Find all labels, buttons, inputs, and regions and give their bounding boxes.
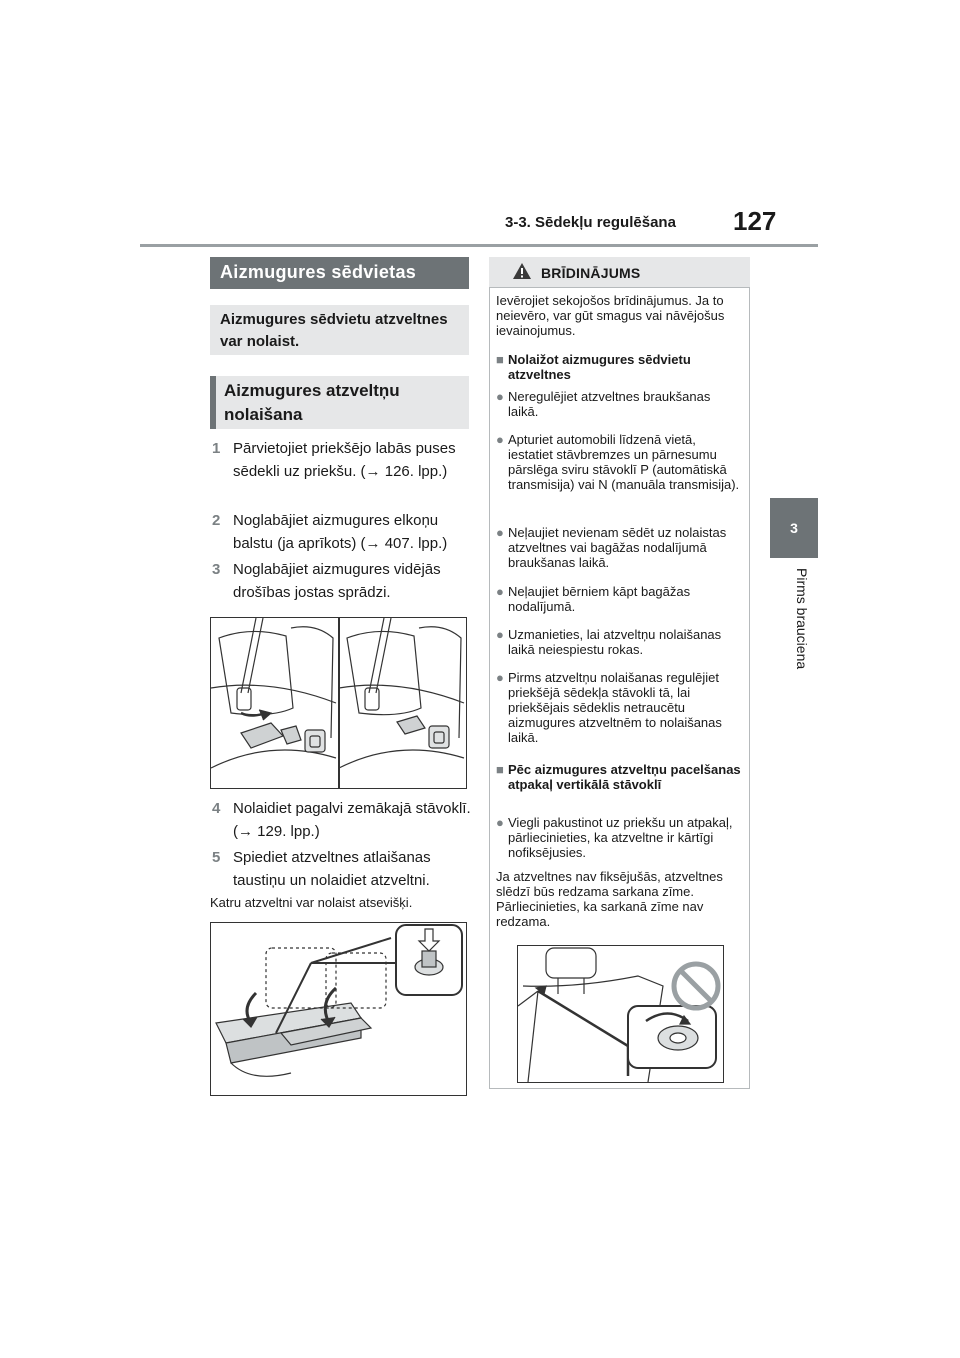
warning-item: ● Apturiet automobili līdzenā vietā, iestatiet stāvbremzes un pārnesumu pārslēga sviru stāvoklī P (automātiskā transmisija) vai N (manuāla transmisija). xyxy=(496,432,740,492)
chapter-label: Pirms brauciena xyxy=(794,568,810,670)
step-text: Pārvietojiet priekšējo labās puses sēdekli uz priekšu. (→ 126. lpp.) xyxy=(233,440,456,480)
warning-item: ● Uzmanieties, lai atzveltņu nolaišanas laikā neiespiestu rokas. xyxy=(496,627,722,657)
header-divider xyxy=(140,244,818,247)
step-2 xyxy=(212,509,474,555)
fold-illustration xyxy=(211,923,466,1095)
step-text: Spiediet atzveltnes atlaišanas taustiņu un nolaidiet atzveltni. xyxy=(233,849,431,889)
warning-outro xyxy=(496,869,744,929)
square-bullet-icon: ■ xyxy=(496,762,504,777)
step-5 xyxy=(212,846,474,892)
warning-item: ● Neļaujiet bērniem kāpt bagāžas nodalījumā. xyxy=(496,584,691,614)
dot-bullet-icon: ● xyxy=(496,432,504,447)
step-number: 1 xyxy=(212,440,221,457)
warning-triangle-icon xyxy=(512,262,532,280)
warning-item: ● Pirms atzveltņu nolaišanas regulējiet priekšējā sēdekļa stāvokli tā, lai priekšējais sēdeklis netraucētu aizmugures atzveltnēm to nolaišanas laikā. xyxy=(496,670,722,745)
step-number: 2 xyxy=(212,512,221,529)
subsection-heading: Aizmugures atzveltņu nolaišana xyxy=(210,376,469,429)
dot-bullet-icon: ● xyxy=(496,815,504,830)
step-3 xyxy=(212,558,474,604)
warning-intro xyxy=(496,293,744,338)
note-text: Katru atzveltni var nolaist atsevišķi. xyxy=(210,895,413,910)
step-4 xyxy=(212,797,474,843)
dot-bullet-icon: ● xyxy=(496,627,504,642)
step-text: Noglabājiet aizmugures vidējās drošības jostas sprādzi. xyxy=(233,561,441,601)
dot-bullet-icon: ● xyxy=(496,584,504,599)
figure-fold-seatbacks xyxy=(210,922,467,1096)
figure-lock-indicator xyxy=(517,945,724,1083)
warning-item: ● Neregulējiet atzveltnes braukšanas laikā. xyxy=(496,389,711,419)
step-number: 5 xyxy=(212,849,221,866)
warning-head-item: ■ Pēc aizmugures atzveltņu pacelšanas atpakaļ vertikālā stāvoklī xyxy=(496,762,741,792)
warning-intro-text: Ievērojiet sekojošos brīdinājumus. Ja to neievēro, var gūt smagus vai nāvējošus ievainojumus. xyxy=(496,293,725,338)
intro-box: Aizmugures sēdvietu atzveltnes var nolaist. xyxy=(210,305,469,355)
dot-bullet-icon: ● xyxy=(496,389,504,404)
section-title: 3-3. Sēdekļu regulēšana xyxy=(505,214,676,231)
warning-item: ● Viegli pakustinot uz priekšu un atpakaļ, pārliecinieties, ka atzveltne ir kārtīgi nofiksējusies. xyxy=(496,815,733,860)
section-heading: Aizmugures sēdvietas xyxy=(210,257,469,289)
step-1 xyxy=(212,437,474,483)
warning-item: ● Neļaujiet nevienam sēdēt uz nolaistas atzveltnes vai bagāžas nodalījumā braukšanas laikā. xyxy=(496,525,727,570)
dot-bullet-icon: ● xyxy=(496,525,504,540)
page-number: 127 xyxy=(733,206,777,236)
figure-buckle-stowing xyxy=(210,617,467,789)
dot-bullet-icon: ● xyxy=(496,670,504,685)
warning-title: BRĪDINĀJUMS xyxy=(541,265,641,281)
step-number: 3 xyxy=(212,561,221,578)
chapter-tab: 3 xyxy=(770,498,818,558)
step-text: Noglabājiet aizmugures elkoņu balstu (ja aprīkots) (→ 407. lpp.) xyxy=(233,512,448,552)
warning-head-item: ■ Nolaižot aizmugures sēdvietu atzveltnes xyxy=(496,352,691,382)
warning-outro-text: Ja atzveltnes nav fiksējušās, atzveltnes slēdzī būs redzama sarkana zīme. Pārliecinieties, ka sarkanā zīme nav redzama. xyxy=(496,869,723,929)
square-bullet-icon: ■ xyxy=(496,352,504,367)
step-text: Nolaidiet pagalvi zemākajā stāvoklī. (→ 129. lpp.) xyxy=(233,800,471,840)
step-number: 4 xyxy=(212,800,221,817)
buckle-illustration xyxy=(211,618,466,788)
lock-indicator-illustration xyxy=(518,946,723,1082)
